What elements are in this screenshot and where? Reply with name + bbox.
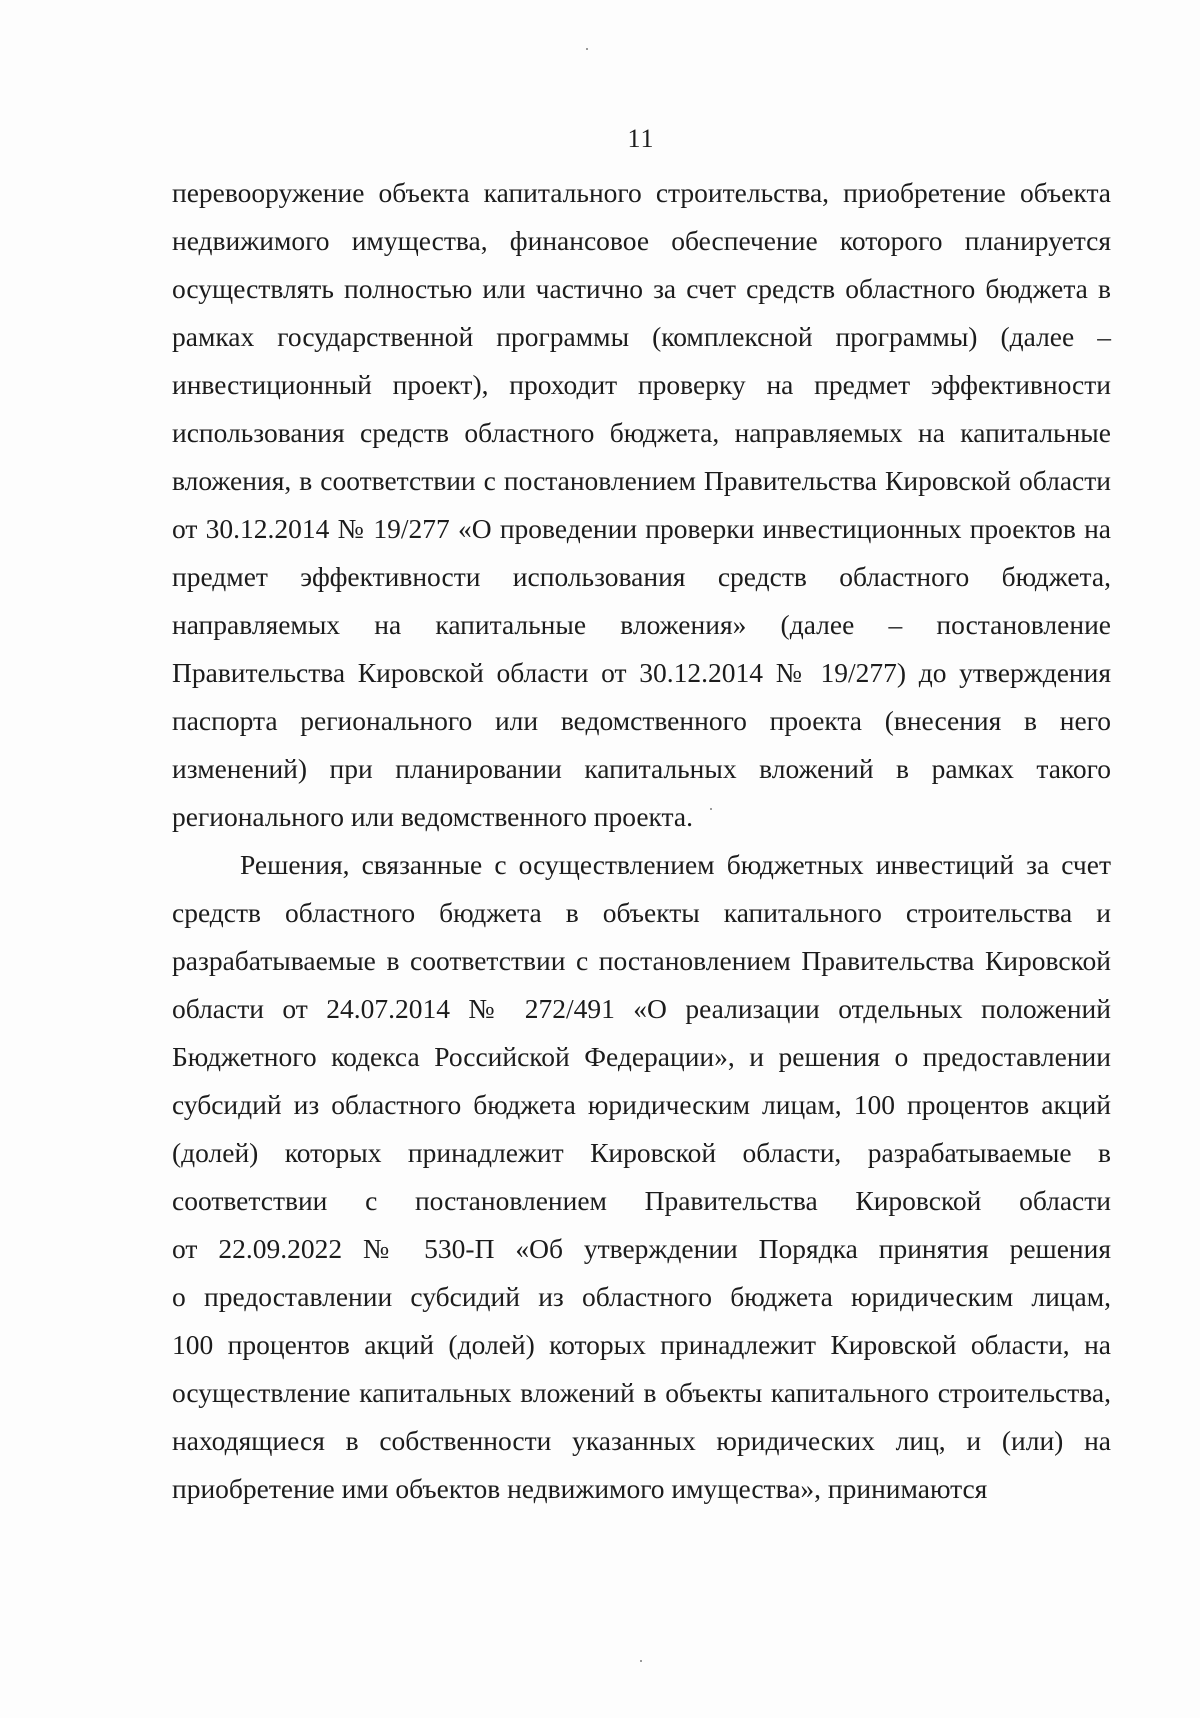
text-line: регионального или ведомственного проекта. — [172, 801, 693, 832]
page-number: 11 — [627, 124, 655, 153]
text-line: паспорта регионального или ведомственного проекта (внесения в него — [172, 705, 1111, 736]
paragraph — [172, 169, 1111, 841]
text-line: о предоставлении субсидий из областного бюджета юридическим лицам, — [172, 1281, 1111, 1312]
text-line: (долей) которых принадлежит Кировской области, разрабатываемые в — [172, 1137, 1111, 1168]
text-line: разрабатываемые в соответствии с постановлением Правительства Кировской — [172, 945, 1111, 976]
text-line: 100 процентов акций (долей) которых принадлежит Кировской области, на — [172, 1329, 1111, 1360]
text-line: предмет эффективности использования средств областного бюджета, — [172, 561, 1111, 592]
text-line: рамках государственной программы (комплексной программы) (далее – — [172, 321, 1111, 352]
document-body — [172, 169, 1111, 1513]
text-line: от 22.09.2022 № 530-П «Об утверждении Порядка принятия решения — [172, 1233, 1111, 1264]
text-line: изменений) при планировании капитальных вложений в рамках такого — [172, 753, 1111, 784]
text-line: использования средств областного бюджета, направляемых на капитальные — [172, 417, 1111, 448]
text-line: инвестиционный проект), проходит проверку на предмет эффективности — [172, 369, 1111, 400]
text-line: субсидий из областного бюджета юридическим лицам, 100 процентов акций — [172, 1089, 1111, 1120]
text-line: приобретение ими объектов недвижимого имущества», принимаются — [172, 1473, 988, 1504]
scan-speck — [710, 808, 712, 810]
text-line: вложения, в соответствии с постановлением Правительства Кировской области — [172, 465, 1111, 496]
text-line: недвижимого имущества, финансовое обеспечение которого планируется — [172, 225, 1111, 256]
text-line: средств областного бюджета в объекты капитального строительства и — [172, 897, 1111, 928]
scan-speck — [640, 1660, 642, 1662]
text-line: соответствии с постановлением Правительства Кировской области — [172, 1185, 1111, 1216]
text-line: перевооружение объекта капитального строительства, приобретение объекта — [172, 177, 1111, 208]
text-line: от 30.12.2014 № 19/277 «О проведении проверки инвестиционных проектов на — [172, 513, 1111, 544]
text-line: находящиеся в собственности указанных юридических лиц, и (или) на — [172, 1425, 1111, 1456]
text-line: области от 24.07.2014 № 272/491 «О реализации отдельных положений — [172, 993, 1111, 1024]
paragraph — [172, 841, 1111, 1513]
text-line: осуществлять полностью или частично за счет средств областного бюджета в — [172, 273, 1111, 304]
text-line: Бюджетного кодекса Российской Федерации», и решения о предоставлении — [172, 1041, 1111, 1072]
text-line: осуществление капитальных вложений в объекты капитального строительства, — [172, 1377, 1111, 1408]
text-line: Решения, связанные с осуществлением бюджетных инвестиций за счет — [240, 849, 1111, 880]
scan-speck — [586, 48, 588, 50]
text-line: направляемых на капитальные вложения» (далее – постановление — [172, 609, 1111, 640]
text-line: Правительства Кировской области от 30.12.2014 № 19/277) до утверждения — [172, 657, 1111, 688]
